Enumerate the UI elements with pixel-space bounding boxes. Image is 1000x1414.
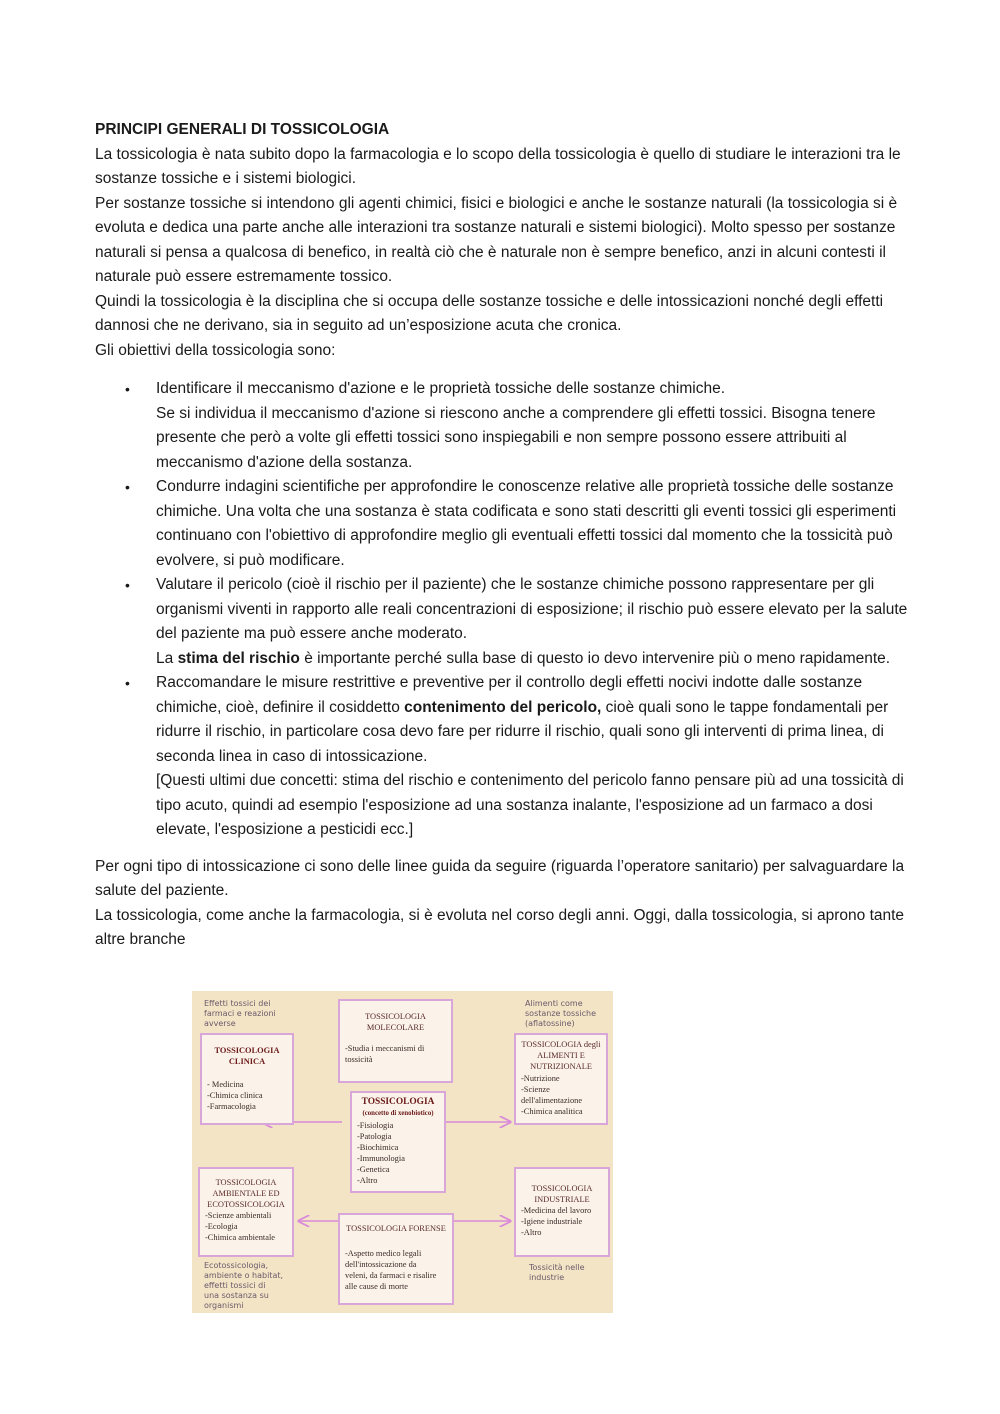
box-tossicologia-alimenti [514,1033,608,1125]
objective-3-text: Valutare il pericolo (cioè il rischio per il paziente) che le sostanze chimiche possono rappresentare per gli organismi viventi in rapporto alle reali concentrazioni di esposizione; il rischio può essere elevato per la salute del paziente ma può essere anche moderato. [156,576,908,642]
box-item: -Biochimica [357,1143,399,1152]
box-title: TOSSICOLOGIA [365,1012,426,1021]
note-line: effetti tossici di [204,1281,266,1290]
toxicology-branches-diagram [192,991,613,1313]
box-item: dell'intossicazione da [345,1260,417,1269]
box-item: -Igiene industriale [521,1217,583,1226]
objective-3-detail-pre: La [156,649,178,667]
box-tossicologia-molecolare [338,999,453,1083]
bullet-icon: • [125,577,130,593]
box-title: TOSSICOLOGIA FORENSE [346,1224,446,1233]
objective-4-text [156,671,910,769]
box-items [345,1043,446,1065]
box-item: -Immunologia [357,1154,405,1163]
box-item: -Nutrizione [521,1074,560,1083]
box-item: -Studia i meccanismi di [345,1044,425,1053]
box-items [205,1210,287,1243]
box-item: tossicità [345,1055,373,1064]
box-item: -Chimica clinica [207,1091,263,1100]
note-line: sostanze tossiche [525,1009,596,1018]
box-tossicologia-ambientale [198,1167,294,1257]
objective-1-detail: Se si individua il meccanismo d'azione si riescono anche a comprendere gli effetti tossici. Bisogna tenere presente che però a volte gli effetti tossici sono inspiegabili e non sempre possono essere attribuiti al meccanismo d'azione della sostanza. [156,404,876,471]
list-item [95,573,910,671]
note-line: Tossicità nelle [529,1263,585,1272]
box-item: -Fisiologia [357,1121,394,1130]
intro-paragraph-1: La tossicologia è nata subito dopo la farmacologia e lo scopo della tossicologia è quello di studiare le interazioni tra le sostanze tossiche e i sistemi biologici. [95,145,901,187]
note-alimenti [525,999,596,1029]
box-title: AMBIENTALE ED [212,1189,280,1198]
note-line: ambiente o habitat, [204,1271,284,1280]
box-items [521,1205,603,1238]
note-ambiente [204,1261,283,1311]
note-line: industrie [529,1273,565,1282]
box-item: -Chimica analitica [521,1107,583,1116]
note-line: avverse [204,1019,236,1028]
box-title: TOSSICOLOGIA [215,1178,277,1187]
note-line: Effetti tossici dei [204,999,271,1008]
note-line: Ecotossicologia, [204,1261,269,1270]
objectives-list [95,377,910,843]
box-item: -Farmacologia [207,1102,256,1111]
box-items [207,1079,287,1112]
outro-paragraph-1: Per ogni tipo di intossicazione ci sono delle linee guida da seguire (riguarda l’operatore sanitario) per salvaguardare la salute del paziente. [95,857,905,899]
objective-2-text: Condurre indagini scientifiche per approfondire le conoscenze relative alle proprietà tossiche delle sostanze chimiche. Una volta che una sostanza è stata codificata e sono stati descritti gli eventi tossici gli esperimenti continuano con l'obiettivo di approfondire meglio gli eventuali effetti tossici dal momento che la tossicità può evolvere, si può modificare. [156,478,897,569]
box-item: -Medicina del lavoro [521,1206,592,1215]
objective-3-detail [156,647,910,672]
note-industrie [529,1263,585,1283]
box-item: dell'alimentazione [521,1096,583,1105]
page-title: PRINCIPI GENERALI DI TOSSICOLOGIA [95,121,390,138]
note-line: farmaci e reazioni [204,1009,276,1018]
stima-del-rischio-bold: stima del rischio [177,649,300,667]
box-item: -Ecologia [205,1222,238,1231]
intro-paragraph-3: Quindi la tossicologia è la disciplina che si occupa delle sostanze tossiche e delle intossicazioni nonché degli effetti dannosi che ne derivano, sia in seguito ad un’esposizione acuta che cronica. [95,292,884,334]
objective-4-note: [Questi ultimi due concetti: stima del rischio e contenimento del pericolo fanno pensare più ad una tossicità di tipo acuto, quindi ad esempio l'esposizione ad una sostanza inalante, l'esposizione ad un farmaco a dosi elevate, l'esposizione a pesticidi ecc.] [156,772,904,838]
intro-paragraph-4: Gli obiettivi della tossicologia sono: [95,341,336,359]
box-tossicologia-forense [338,1213,454,1305]
list-item [95,377,910,475]
objective-3-detail-post: è importante perché sulla base di questo io devo intervenire più o meno rapidamente. [299,649,891,667]
box-item: alle cause di morte [345,1282,409,1291]
objective-4-post: cioè quali sono le tappe fondamentali per ridurre il rischio, in particolare cosa devo fare per ridurre il rischio, quali sono gli interventi di prima linea, di seconda linea in caso di intossicazione. [156,698,889,765]
note-line: organismi [204,1301,244,1310]
box-subtitle: (concetto di xenobiotico) [362,1110,434,1117]
contenimento-del-pericolo-bold: contenimento del pericolo, [404,698,602,716]
box-title: MOLECOLARE [366,1023,425,1032]
note-line: una sostanza su [204,1291,269,1300]
box-title: ECOTOSSICOLOGIA [207,1200,285,1209]
box-tossicologia-industriale [514,1167,610,1257]
intro-paragraph-2: Per sostanze tossiche si intendono gli agenti chimici, fisici e biologici e anche le sostanze naturali (la tossicologia si è evoluta e dedica una parte anche alle interazioni tra sostanze naturali e sistemi biologici). Molto spesso per sostanze naturali si pensa a qualcosa di benefico, in realtà ciò che è naturale non è sempre benefico, anzi in alcuni contesti il naturale può essere estremamente tossico. [95,194,898,285]
box-items [345,1248,447,1292]
box-item: - Medicina [207,1080,244,1089]
box-item: -Altro [521,1228,542,1237]
bullet-icon: • [125,479,130,495]
box-title: TOSSICOLOGIA degli [521,1040,601,1049]
box-title: INDUSTRIALE [534,1195,590,1204]
box-item: -Aspetto medico legali [345,1249,422,1258]
box-tossicologia-clinica [200,1033,294,1125]
box-title: TOSSICOLOGIA [361,1097,435,1107]
box-item: -Patologia [357,1132,392,1141]
outro-paragraph-2: La tossicologia, come anche la farmacologia, si è evoluta nel corso degli anni. Oggi, dalla tossicologia, si aprono tante altre branche [95,906,905,948]
box-title: TOSSICOLOGIA [531,1184,593,1193]
box-item: veleni, da farmaci e risalire [345,1271,437,1280]
box-tossicologia-centrale [350,1091,446,1193]
objective-1-text: Identificare il meccanismo d'azione e le proprietà tossiche delle sostanze chimiche. [156,380,725,397]
box-item: -Scienze ambientali [205,1211,272,1220]
list-item [95,475,910,573]
bullet-icon: • [125,381,130,397]
note-line: Alimenti come [525,999,583,1008]
box-title: CLINICA [228,1057,266,1066]
bullet-icon: • [125,675,130,691]
box-title: TOSSICOLOGIA [214,1046,280,1055]
box-item: -Chimica ambientale [205,1233,275,1242]
note-line: (aflatossine) [525,1019,575,1028]
list-item [95,671,910,843]
document-body [95,118,910,953]
box-item: -Genetica [357,1165,390,1174]
note-farmaci [204,999,276,1029]
objective-4-pre: Raccomandare le misure restrittive e preventive per il controllo degli effetti nocivi indotte dalle sostanze chimiche, cioè, definire il cosiddetto [156,674,863,716]
box-title: ALIMENTI E [537,1051,585,1060]
box-items [357,1120,439,1186]
box-title: NUTRIZIONALE [530,1062,592,1071]
box-item: -Altro [357,1176,378,1185]
box-items [521,1073,601,1117]
box-item: -Scienze [521,1085,550,1094]
